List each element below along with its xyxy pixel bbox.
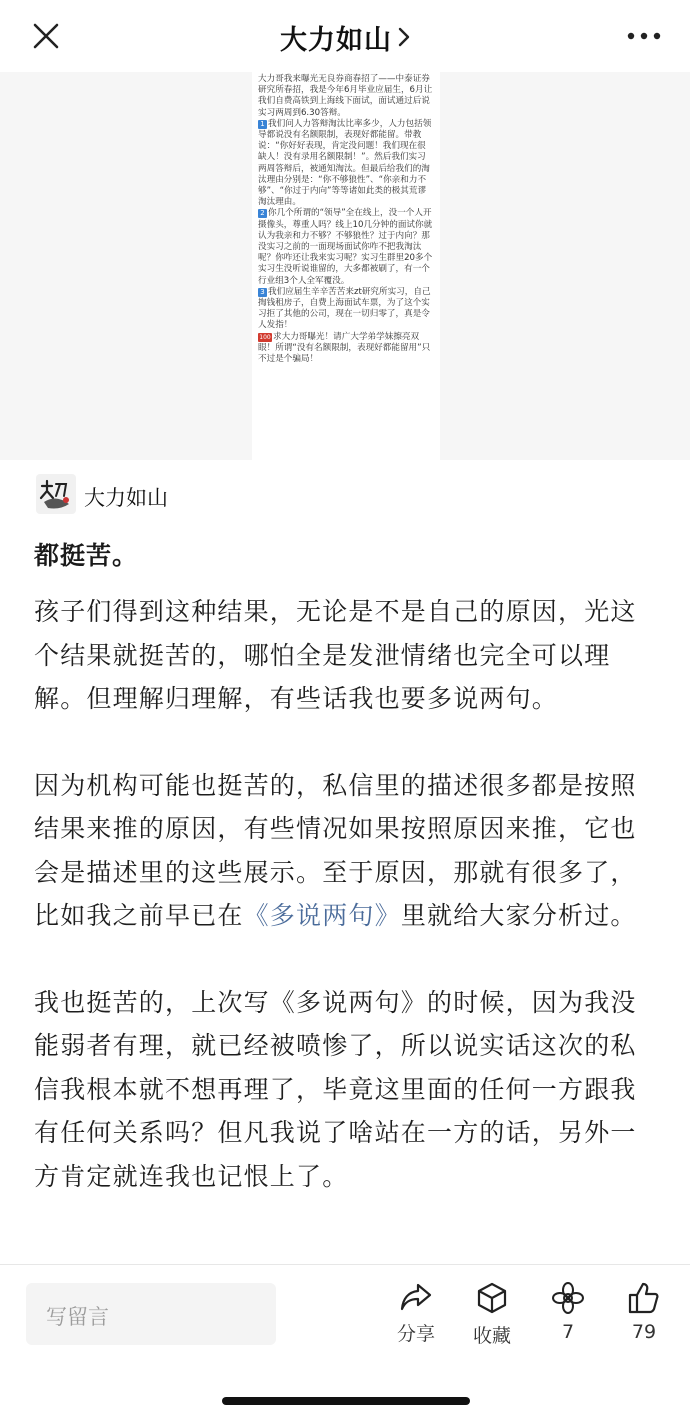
comment-input[interactable] — [26, 1283, 276, 1345]
page-title: 大力如山 — [280, 25, 392, 56]
paragraph-2: 因为机构可能也挺苦的，私信里的描述很多都是按照结果来推的原因，有些情况如果按照原因来推，它也会是描述里的这些展示。至于原因，那就有很多了，比如我之前早已在《多说两句》里就给大家分析过。 — [34, 770, 637, 930]
favorite-button[interactable] — [462, 1281, 522, 1348]
home-indicator[interactable] — [222, 1397, 470, 1405]
cube-icon — [475, 1281, 509, 1315]
number-badge: 1 — [258, 120, 267, 129]
number-badge: 3 — [258, 288, 267, 297]
chat-screenshot — [252, 72, 440, 460]
article-body — [34, 536, 660, 1241]
article-image[interactable] — [0, 72, 690, 460]
author-name: 大力如山 — [84, 486, 168, 510]
paragraph-3: 我也挺苦的，上次写《多说两句》的时候，因为我没能弱者有理，就已经被喷惨了，所以说实话这次的私信我根本就不想再理了，毕竟这里面的任何一方跟我有任何关系吗？但凡我说了啥站在一方的话，另外一方肯定就连我也记恨上了。 — [34, 987, 637, 1191]
favorite-label: 收藏 — [472, 1325, 511, 1347]
comment-placeholder: 写留言 — [46, 1305, 109, 1329]
like-count: 79 — [631, 1321, 657, 1343]
hundred-badge: 100 — [259, 333, 271, 341]
recommend-button[interactable] — [538, 1281, 598, 1343]
account-title[interactable] — [0, 18, 690, 57]
share-label: 分享 — [396, 1323, 435, 1345]
share-button[interactable] — [386, 1281, 446, 1346]
like-button[interactable] — [614, 1281, 674, 1343]
flower-icon — [551, 1281, 585, 1315]
bottom-action-bar — [0, 1264, 690, 1418]
share-icon — [399, 1281, 433, 1313]
screenshot-text: 大力哥我来曝光无良券商春招了——中泰证券研究所春招，我是今年6月毕业应届生，6月让我们自费高铁到上海线下面试，面试通过后说实习两周到6.30答辩。 1 我们问人力答辩淘汰比率多少，人力包括领导都说没有名额限制，表现好都能留。带教说：“你好好表现，肯定没问题！我们现在很缺人！没有录用名额限制！”。然后我们实习两周答辩后，被通知淘汰。但最后给我们的淘汰理由分别是：“你不够狼性”、“你亲和力不够”、“你过于内向”等等诸如此类的极其荒谬淘汰理由。 2 你几个所谓的“领导”全在线上，没一个人开摄像头，尊重人吗？线上10几分钟的面试你就认为我亲和力不够？不够狼性？过于内向？那没实习之前的一面现场面试你咋不把我淘汰呢？你咋还让我来实习呢？实习生群里20多个实习生没听说谁留的，大多都被刷了，有一个行业组3个人全军覆没。 3 我们应届生辛辛苦苦来zt研究所实习，自己掏钱租房子，自费上海面试车票，为了这个实习拒了其他的公司，现在一切归零了，真是令人发指！ 100 求大力哥曝光！请广大学弟学妹擦亮双眼！所谓“没有名额限制，表现好都能留用”只不过是个骗局！ — [258, 74, 433, 365]
chevron-right-icon — [398, 27, 410, 47]
top-bar — [0, 0, 690, 72]
lead-paragraph: 都挺苦。 — [34, 541, 139, 570]
recommend-count: 7 — [561, 1321, 575, 1343]
thumbs-up-icon — [627, 1281, 661, 1315]
more-dots-icon[interactable] — [626, 28, 662, 44]
paragraph-1: 孩子们得到这种结果，无论是不是自己的原因，光这个结果就挺苦的，哪怕全是发泄情绪也完全可以理解。但理解归理解，有些话我也要多说两句。 — [34, 597, 637, 713]
author-avatar — [36, 474, 76, 514]
number-badge: 2 — [258, 209, 267, 218]
article-link[interactable]: 《多说两句》 — [243, 901, 401, 930]
